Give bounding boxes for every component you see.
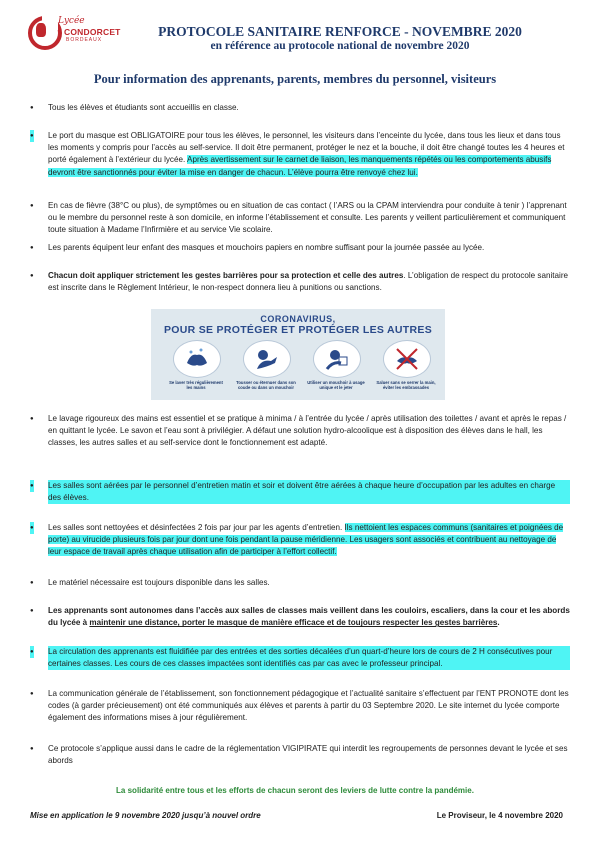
list-item: ● Les salles sont nettoyées et désinfectées 2 fois par jour par les agents d’entretien. Ils nettoient les espaces communs (sanitaires et poignées de porte) au virucide plusieurs fois par jour dont une fois pendant la pause méridienne. Les usagers sont associés et contribuent au nettoyage de leur espace de travail après chaque utilisation afin de participer à l’effort collectif.: [30, 523, 564, 557]
list-item: ● Les apprenants sont autonomes dans l’accès aux salles de classes mais veillent dans les couloirs, escaliers, dans la cour et les abords du lycée à maintenir une distance, porter le masque de manière efficace et de toujours respecter les gestes barrières.: [30, 606, 570, 628]
bullet-icon: ●: [30, 203, 34, 209]
tissue-icon: [313, 340, 361, 378]
solidarity-statement: La solidarité entre tous et les efforts de chacun seront des leviers de lutte contre la pandémie.: [116, 786, 474, 795]
bullet-icon: ●: [30, 580, 34, 586]
poster-caption: Saluer sans se serrer la main, éviter les embrassades: [376, 380, 436, 390]
list-item: ● Le port du masque est OBLIGATOIRE pour tous les élèves, le personnel, les visiteurs dans l’enceinte du lycée, dans tous les lieux et dans tous les moments y compris pour l’accès au self-service. Il doit être permanent, protéger le nez et la bouche, il doit être changé toutes les 4 heures et porté également à l’extérieur du lycée. Après avertissement sur le carnet de liaison, les manquements répétés ou les comportements abusifs devront être sanctionnés pour éviter la mise en danger de chacun. L’élève pourra être renvoyé chez lui.: [30, 131, 565, 177]
cough-elbow-icon: [243, 340, 291, 378]
section-title: Pour information des apprenants, parents, membres du personnel, visiteurs: [93, 72, 497, 86]
document-subtitle: en référence au protocole national de novembre 2020: [210, 40, 470, 52]
bullet-icon: ●: [30, 646, 34, 658]
signature-date: Le Proviseur, le 4 novembre 2020: [436, 811, 563, 820]
document-title: PROTOCOLE SANITAIRE RENFORCE - NOVEMBRE 2020: [158, 24, 522, 39]
list-item: ● Chacun doit appliquer strictement les gestes barrières pour sa protection et celle des autres. L’obligation de respect du protocole sanitaire est inscrite dans le Règlement Intérieur, le non-respect donnera lieu à punitions ou sanctions.: [30, 271, 569, 293]
poster-caption: Se laver très régulièrement les mains: [169, 380, 223, 390]
list-item: ● Les parents équipent leur enfant des masques et mouchoirs papiers en nombre suffisant pour la journée passée au lycée.: [30, 242, 570, 254]
list-item: ● Ce protocole s’applique aussi dans le cadre de la réglementation VIGIPIRATE qui interdit les regroupements de personnes devant le lycée et ses abords: [30, 744, 568, 766]
bullet-icon: ●: [30, 245, 34, 251]
list-item: ● La circulation des apprenants est fluidifiée par des entrées et des sorties décalées d’un quart-d’heure lors de cours de 2 H consécutives pour certaines classes. Les cours de ces classes impactées sont identifiés cas par cas avec le professeur principal.: [30, 646, 570, 670]
bullet-icon: ●: [30, 273, 34, 279]
list-item: ● Tous les élèves et étudiants sont accueillis en classe.: [30, 102, 570, 114]
school-logo: [22, 14, 121, 54]
list-item: ● Le matériel nécessaire est toujours disponible dans les salles.: [30, 577, 570, 589]
hand-washing-icon: [173, 340, 221, 378]
bullet-icon: ●: [30, 105, 34, 111]
list-item: ● Les salles sont aérées par le personnel d’entretien matin et soir et doivent être aérées à chaque heure d’occupation par les adultes en charge des élèves.: [30, 480, 570, 504]
poster-subtitle: POUR SE PROTÉGER ET PROTÉGER LES AUTRES: [163, 324, 432, 336]
logo-text-bordeaux: BORDEAUX: [66, 37, 103, 43]
bullet-icon: ●: [30, 480, 34, 492]
poster-title: CORONAVIRUS,: [260, 314, 336, 324]
list-item: ● Le lavage rigoureux des mains est essentiel et se pratique à minima / à l’entrée du lycée / après utilisation des toilettes / avant et après le repas / en quittant le lycée. Le savon et l’eau sont à privilégier. A défaut une solution hydro-alcoolique est à disposition des élèves dans le hall, les classes, les autres salles et au self-service dont le fonctionnement est adapté.: [30, 414, 567, 448]
application-date: Mise en application le 9 novembre 2020 jusqu’à nouvel ordre: [30, 811, 261, 820]
bullet-icon: ●: [30, 130, 34, 142]
bullet-icon: ●: [30, 608, 34, 614]
logo-text-condorcet: CONDORCET: [64, 27, 121, 37]
no-handshake-icon: [383, 340, 431, 378]
logo-text-lycee: Lycée: [58, 16, 85, 26]
bullet-icon: ●: [30, 416, 34, 422]
poster-caption: Tousser ou éternuer dans son coude ou dans un mouchoir: [236, 380, 296, 390]
poster-caption: Utiliser un mouchoir à usage unique et le jeter: [307, 380, 365, 390]
bullet-icon: ●: [30, 691, 34, 697]
list-item: ● La communication générale de l’établissement, son fonctionnement pédagogique et l’actualité sanitaire s’effectuent par l’ENT PRONOTE dont les codes (à garder précieusement) ont été communiqués aux élèves et parents à partir du 03 Septembre 2020. Le site internet du lycée comporte également des informations mises à jour régulièrement.: [30, 689, 569, 723]
bullet-icon: ●: [30, 522, 34, 534]
barrier-gestures-poster: [151, 309, 445, 400]
bullet-icon: ●: [30, 746, 34, 752]
logo-profile-icon: [36, 23, 46, 37]
list-item: ● En cas de fièvre (38°C ou plus), de symptômes ou en situation de cas contact ( l’ARS ou la CPAM interviendra pour conduite à tenir ) l’apprenant ou le membre du personnel reste à son domicile, en informe l’établissement et consulte. Les parents y veillent particulièrement et communiquent toute situation à Madame l’Infirmière et au service Vie scolaire.: [30, 201, 567, 235]
